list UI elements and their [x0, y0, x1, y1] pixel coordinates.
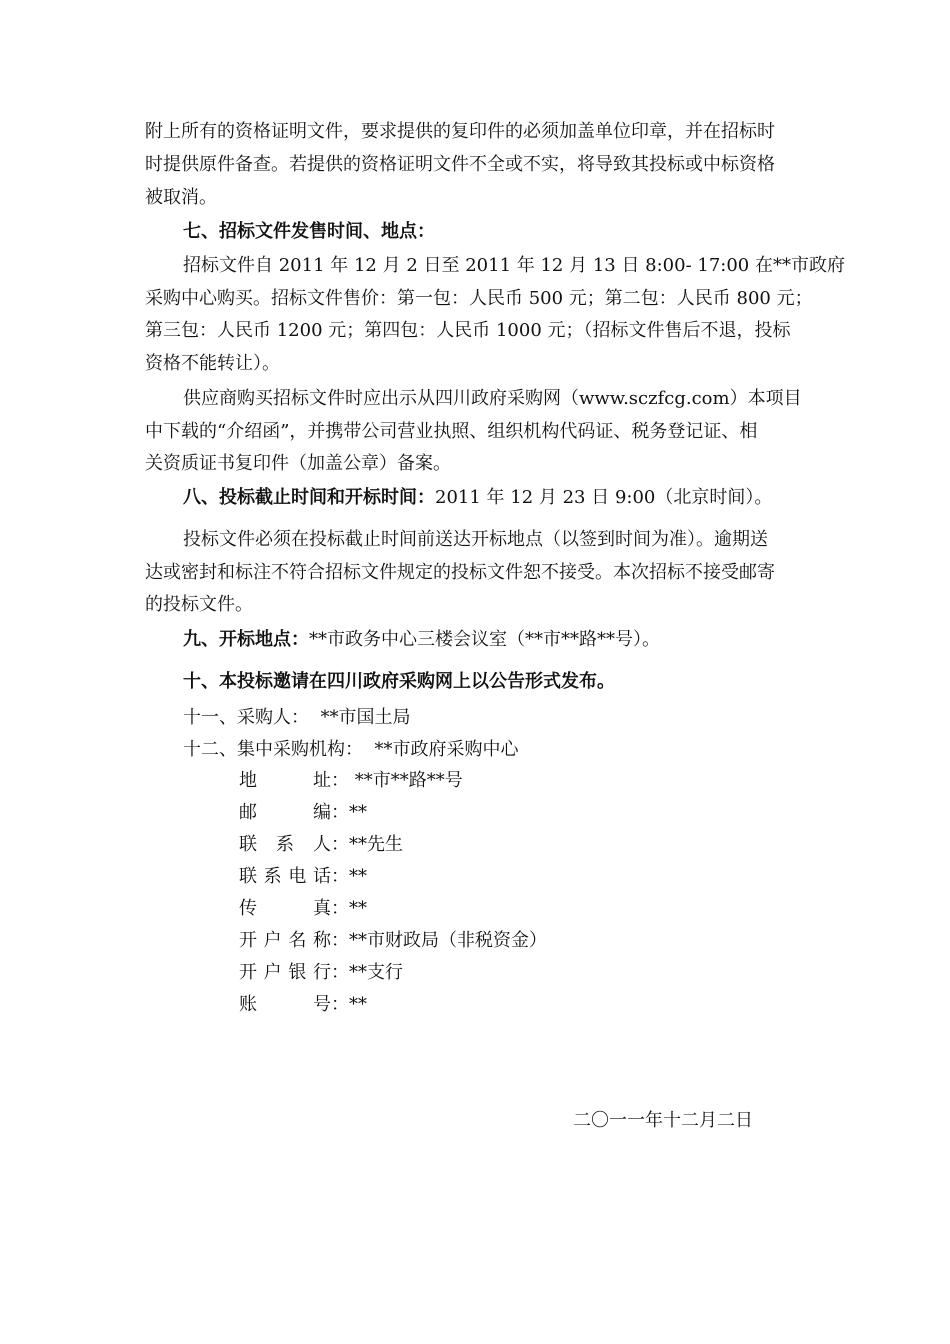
contact-key: 邮编: [239, 802, 331, 823]
section10-heading: 十、本投标邀请在四川政府采购网上以公告形式发布。: [183, 671, 615, 692]
section12-value: **市政府采购中心: [374, 739, 519, 760]
section12-line: [183, 738, 518, 762]
section8-heading-line: [183, 486, 772, 510]
contact-account-name: 开户名称：**市财政局（非税资金）: [239, 930, 547, 951]
contact-address: 地址： **市**路**号: [239, 770, 463, 791]
contact-postcode: 邮编：**: [239, 802, 367, 823]
contact-phone: 联系电话：**: [239, 866, 367, 887]
contact-value: **: [349, 898, 367, 919]
contact-key: 联系人: [239, 834, 331, 855]
intro-line-1: 附上所有的资格证明文件，要求提供的复印件的必须加盖单位印章，并在招标时: [145, 121, 775, 142]
section7-para1-line-2: 采购中心购买。招标文件售价：第一包：人民币 500 元；第二包：人民币 800 元；: [145, 288, 813, 309]
section8-heading: 八、投标截止时间和开标时间：: [183, 487, 435, 508]
contact-key: 开户名称: [239, 930, 331, 951]
intro-line-3: 被取消。: [145, 187, 217, 208]
contact-value: **市**路**号: [354, 770, 463, 791]
section11-value: **市国土局: [320, 707, 411, 728]
section7-heading: 七、招标文件发售时间、地点：: [183, 221, 435, 242]
section7-para1-line-3: 第三包：人民币 1200 元；第四包：人民币 1000 元；（招标文件售后不退，投标: [145, 320, 791, 341]
contact-account-number: 账号：**: [239, 994, 367, 1015]
section12-label: 十二、集中采购机构：: [183, 739, 363, 760]
section8-para-line-2: 达或密封和标注不符合招标文件规定的投标文件恕不接受。本次招标不接受邮寄: [145, 562, 775, 583]
section7-para2-line-2: 中下载的“介绍函”，并携带公司营业执照、组织机构代码证、税务登记证、相: [145, 421, 758, 442]
section8-para-line-3: 的投标文件。: [145, 594, 253, 615]
section7-para1-line-1: 招标文件自 2011 年 12 月 2 日至 2011 年 12 月 13 日 8:00- 17:00 在**市政府: [183, 255, 845, 276]
section9-line: [183, 628, 660, 652]
section11-label: 十一、采购人：: [183, 707, 309, 728]
contact-value: **: [349, 994, 367, 1015]
contact-key: 传真: [239, 898, 331, 919]
document-date: 二〇一一年十二月二日: [573, 1110, 753, 1131]
section9-value: **市政务中心三楼会议室（**市**路**号）。: [309, 629, 660, 650]
contact-bank: 开户银行：**支行: [239, 962, 403, 983]
section9-heading: 九、开标地点：: [183, 629, 309, 650]
contact-value: **市财政局（非税资金）: [349, 930, 547, 951]
section7-para2-line-3: 关资质证书复印件（加盖公章）备案。: [145, 453, 451, 474]
contact-value: **: [349, 802, 367, 823]
intro-line-2: 时提供原件备查。若提供的资格证明文件不全或不实，将导致其投标或中标资格: [145, 154, 775, 175]
section7-para1-line-4: 资格不能转让）。: [145, 353, 280, 374]
contact-key: 账号: [239, 994, 331, 1015]
contact-key: 开户银行: [239, 962, 331, 983]
section8-value: 2011 年 12 月 23 日 9:00（北京时间）。: [435, 487, 773, 508]
section11-line: [183, 706, 410, 730]
section7-para2-line-1: 供应商购买招标文件时应出示从四川政府采购网（www.sczfcg.com）本项目: [183, 388, 802, 409]
contact-fax: 传真：**: [239, 898, 367, 919]
contact-key: 联系电话: [239, 866, 331, 887]
contact-value: **支行: [349, 962, 403, 983]
contact-value: **: [349, 866, 367, 887]
contact-key: 地址: [239, 770, 331, 791]
contact-value: **先生: [349, 834, 403, 855]
section8-para-line-1: 投标文件必须在投标截止时间前送达开标地点（以签到时间为准）。逾期送: [183, 529, 768, 550]
contact-person: 联系人：**先生: [239, 834, 403, 855]
